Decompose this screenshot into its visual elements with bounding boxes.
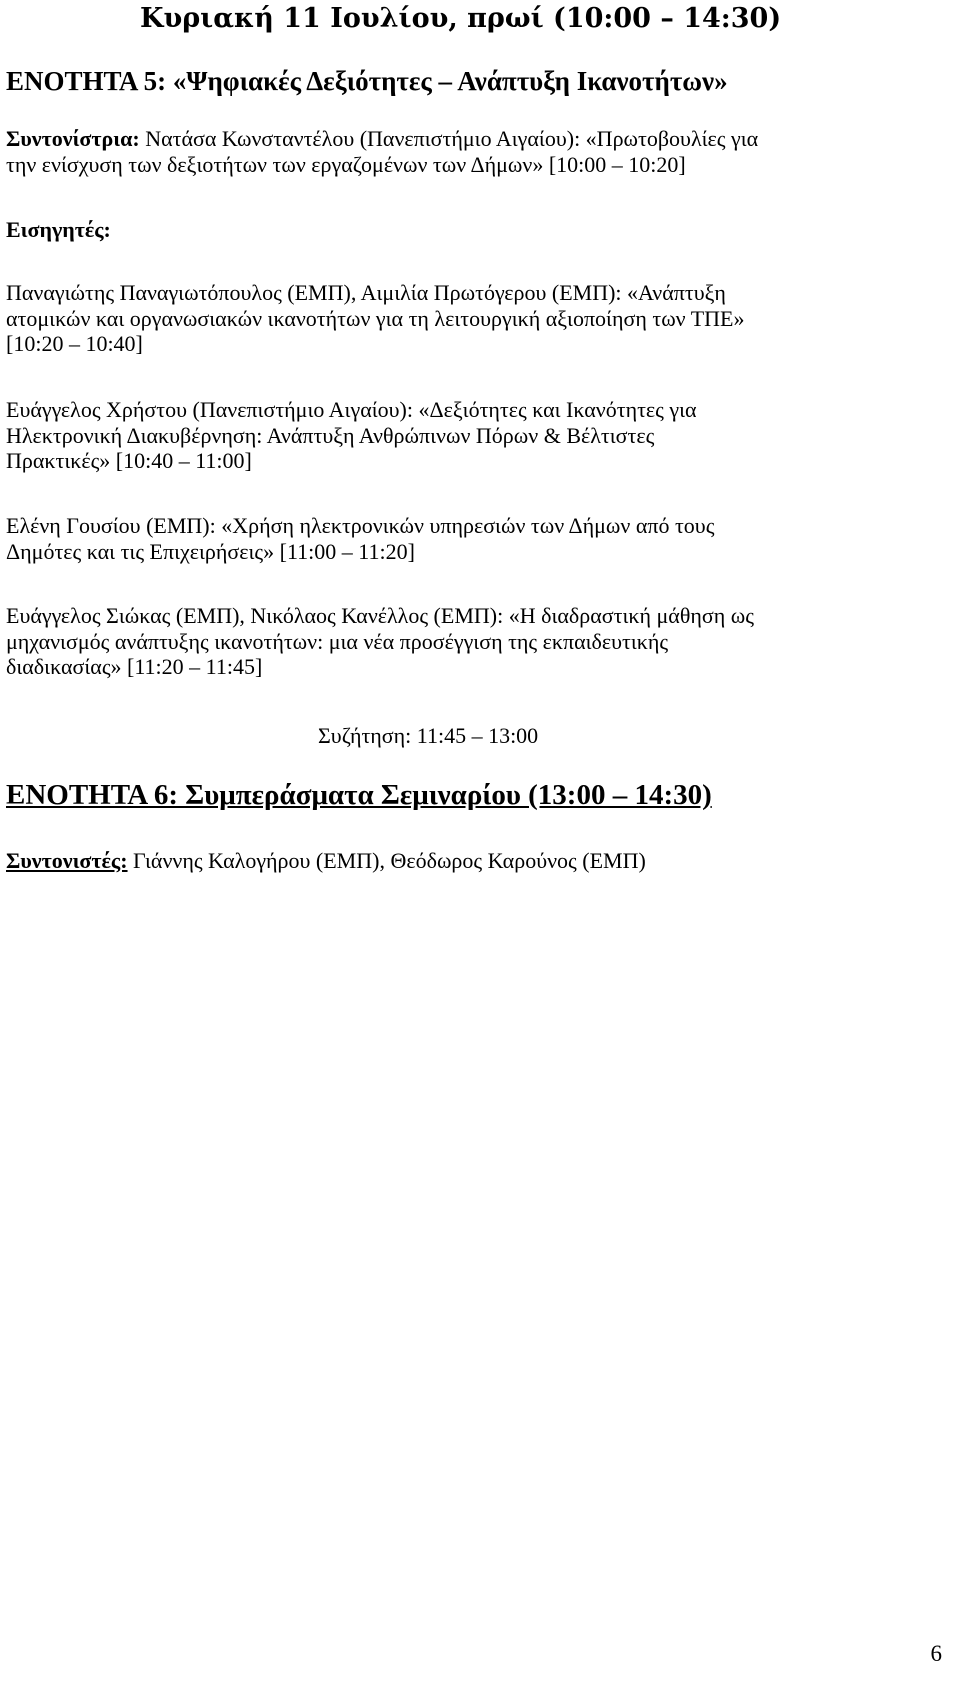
talk-2 [6, 397, 956, 474]
coordinator-line-1 [6, 126, 956, 152]
coordinators-label: Συντονιστές: [6, 848, 128, 873]
page-number: 6 [930, 1641, 942, 1666]
coordinator-text: Νατάσα Κωνσταντέλου (Πανεπιστήμιο Αιγαίου): «Πρωτοβουλίες για [139, 126, 759, 151]
section-5-title: ΕΝΟΤΗΤΑ 5: «Ψηφιακές Δεξιότητες – Ανάπτυξη Ικανοτήτων» [6, 66, 728, 96]
coordinators-line [6, 848, 956, 874]
discussion-time: Συζήτηση: 11:45 – 13:00 [318, 723, 539, 748]
coordinator-line-2: την ενίσχυση των δεξιοτήτων των εργαζομένων των Δήμων» [10:00 – 10:20] [6, 151, 686, 177]
day-heading: Κυριακή 11 Ιουλίου, πρωί (10:00 – 14:30) [140, 3, 782, 34]
talk-1-line-3: [10:20 – 10:40] [6, 331, 143, 356]
talk-3 [6, 513, 956, 564]
talk-4-line-3: διαδικασίας» [11:20 – 11:45] [6, 654, 263, 679]
talk-2-line-1: Ευάγγελος Χρήστου (Πανεπιστήμιο Αιγαίου): «Δεξιότητες και Ικανότητες για [6, 397, 697, 422]
section-6-coordinators [6, 848, 956, 874]
talk-4 [6, 603, 956, 680]
coordinator-label: Συντονίστρια: [6, 126, 140, 151]
talk-3-line-1: Ελένη Γουσίου (ΕΜΠ): «Χρήση ηλεκτρονικών υπηρεσιών των Δήμων από τους [6, 513, 715, 538]
talk-4-line-1: Ευάγγελος Σιώκας (ΕΜΠ), Νικόλαος Κανέλλος (ΕΜΠ): «Η διαδραστική μάθηση ως [6, 603, 754, 628]
section-6-title [6, 778, 712, 812]
talk-4-line-2: μηχανισμός ανάπτυξης ικανοτήτων: μια νέα προσέγγιση της εκπαιδευτικής [6, 628, 669, 654]
talk-2-line-3: Πρακτικές» [10:40 – 11:00] [6, 448, 252, 473]
talk-3-line-2: Δημότες και τις Επιχειρήσεις» [11:00 – 11:20] [6, 538, 415, 564]
speakers-label: Εισηγητές: [6, 217, 111, 242]
talk-2-line-2: Ηλεκτρονική Διακυβέρνηση: Ανάπτυξη Ανθρώπινων Πόρων & Βέλτιστες [6, 422, 655, 448]
talk-1-line-2: ατομικών και οργανωσιακών ικανοτήτων για τη λειτουργική αξιοποίηση των ΤΠΕ» [6, 305, 745, 331]
talk-1-line-1: Παναγιώτης Παναγιωτόπουλος (ΕΜΠ), Αιμιλία Πρωτόγερου (ΕΜΠ): «Ανάπτυξη [6, 280, 726, 305]
section-5-coordinator [6, 126, 956, 177]
section-6-title-text: ΕΝΟΤΗΤΑ 6: Συμπεράσματα Σεμιναρίου (13:00 – 14:30) [6, 779, 712, 811]
coordinators-text: Γιάννης Καλογήρου (ΕΜΠ), Θεόδωρος Καρούνος (ΕΜΠ) [127, 848, 646, 873]
talk-1 [6, 280, 956, 357]
